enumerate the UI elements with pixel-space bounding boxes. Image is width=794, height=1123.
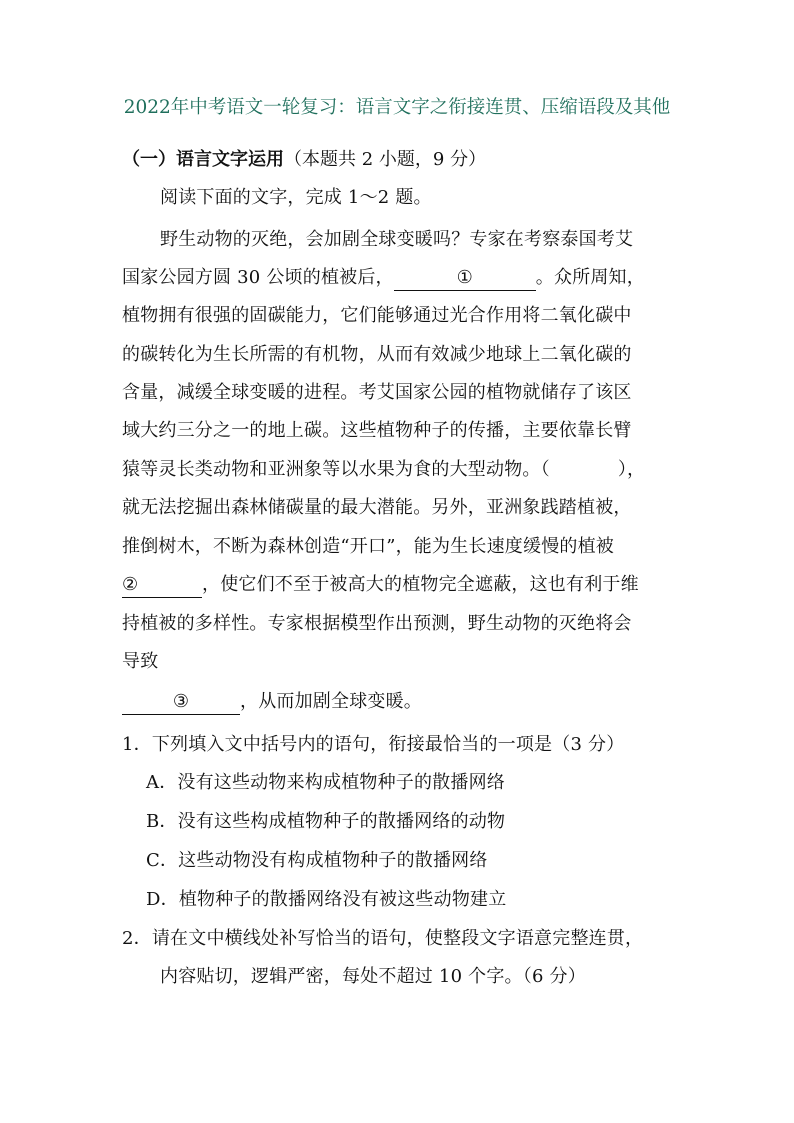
passage-line-10-post: ，使它们不至于被高大的植物完全遮蔽，这也有利于维 xyxy=(202,574,639,595)
passage-line-6: 域大约三分之一的地上碳。这些植物种子的传播，主要依靠长臂 xyxy=(122,420,632,441)
passage-line-2 xyxy=(122,264,645,292)
passage-line-5: 含量，减缓全球变暖的进程。考艾国家公园的植物就储存了该区 xyxy=(122,382,632,403)
answer-blank-3[interactable]: ③ xyxy=(122,690,240,715)
passage-line-7 xyxy=(122,456,645,484)
passage-line-2-post: 。众所周知， xyxy=(535,267,645,288)
passage-line-1: 野生动物的灭绝，会加剧全球变暖吗？专家在考察泰国考艾 xyxy=(160,229,634,250)
question-2-stem-line-1: 2．请在文中横线处补写恰当的语句，使整段文字语意完整连贯， xyxy=(122,928,644,949)
passage-line-8: 就无法挖掘出森林储碳量的最大潜能。另外，亚洲象践踏植被， xyxy=(122,497,632,518)
instruction-text: 阅读下面的文字，完成 1～2 题。 xyxy=(160,187,432,208)
passage-line-2-pre: 国家公园方圆 30 公顷的植被后， xyxy=(122,267,394,288)
question-1-option-a[interactable]: A．没有这些动物来构成植物种子的散播网络 xyxy=(146,772,505,793)
answer-blank-1[interactable]: ① xyxy=(394,266,536,291)
question-1-option-c[interactable]: C．这些动物没有构成植物种子的散播网络 xyxy=(146,850,488,871)
passage-line-4: 的碳转化为生长所需的有机物，从而有效减少地球上二氧化碳的 xyxy=(122,344,632,365)
passage-line-13-post: ，从而加剧全球变暖。 xyxy=(240,691,422,712)
passage-line-9: 推倒树木，不断为森林创造“开口”，能为生长速度缓慢的植被 xyxy=(122,536,615,557)
passage-line-10 xyxy=(122,571,639,599)
passage-line-12: 导致 xyxy=(122,651,159,672)
question-1-option-b[interactable]: B．没有这些构成植物种子的散播网络的动物 xyxy=(146,811,506,832)
question-1-option-d[interactable]: D．植物种子的散播网络没有被这些动物建立 xyxy=(146,889,507,910)
question-1-stem: 1．下列填入文中括号内的语句，衔接最恰当的一项是（3 分） xyxy=(122,734,625,755)
passage-line-7-pre: 猿等灵长类动物和亚洲象等以水果为食的大型动物。（ xyxy=(122,459,550,480)
document-title: 2022年中考语文一轮复习：语言文字之衔接连贯、压缩语段及其他 xyxy=(123,97,671,118)
answer-blank-2[interactable]: ② xyxy=(122,573,202,598)
question-2-stem-line-2: 内容贴切，逻辑严密，每处不超过 10 个字。（6 分） xyxy=(160,966,586,987)
passage-line-11: 持植被的多样性。专家根据模型作出预测，野生动物的灭绝将会 xyxy=(122,613,632,634)
passage-line-7-post: ）， xyxy=(617,459,646,480)
section-heading xyxy=(122,146,486,174)
section-heading-label: （一）语言文字运用 xyxy=(122,149,284,170)
section-heading-note: （本题共 2 小题，9 分） xyxy=(284,149,487,170)
passage-line-13 xyxy=(122,688,422,716)
passage-line-3: 植物拥有很强的固碳能力，它们能够通过光合作用将二氧化碳中 xyxy=(122,305,632,326)
